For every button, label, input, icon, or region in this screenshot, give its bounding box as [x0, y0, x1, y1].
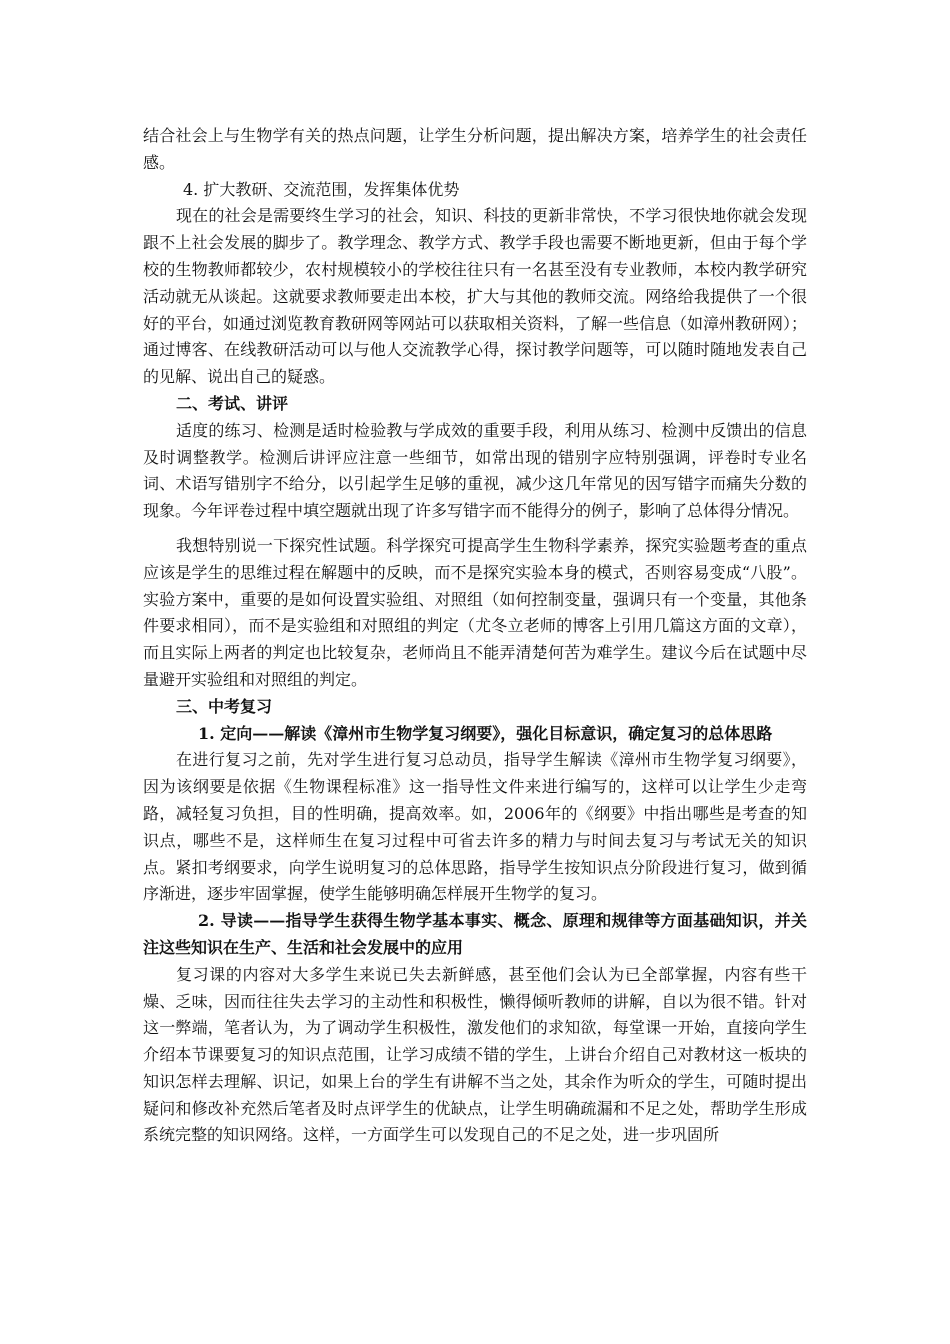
paragraph-lifelong-learning: 现在的社会是需要终生学习的社会，知识、科技的更新非常快，不学习很快地你就会发现跟不上社会发展的脚步了。教学理念、教学方式、教学手段也需要不断地更新，但由于每个学校的生物教师都较少，农村规模较小的学校往往只有一名甚至没有专业教师，本校内教学研究活动就无从谈起。这就要求教师要走出本校，扩大与其他的教师交流。网络给我提供了一个很好的平台，如通过浏览教育教研网等网站可以获取相关资料，了解一些信息（如漳州教研网）；通过博客、在线教研活动可以与他人交流教学心得，探讨教学问题等，可以随时随地发表自己的见解、说出自己的疑惑。: [143, 206, 808, 387]
heading-expand-research: 4. 扩大教研、交流范围，发挥集体优势: [183, 179, 460, 199]
heading-guided-reading: 2. 导读——指导学生获得生物学基本事实、概念、原理和规律等方面基础知识，并关注这些知识在生产、生活和社会发展中的应用: [143, 911, 807, 957]
paragraph-review-class: 复习课的内容对大多学生来说已失去新鲜感，甚至他们会认为已全部掌握，内容有些干燥、乏味，因而往往失去学习的主动性和积极性，懒得倾听教师的讲解，自以为很不错。针对这一弊端，笔者认为，为了调动学生积极性，激发他们的求知欲，每堂课一开始，直接向学生介绍本节课要复习的知识点范围，让学习成绩不错的学生，上讲台介绍自己对教材这一板块的知识怎样去理解、识记，如果上台的学生有讲解不当之处，其余作为听众的学生，可随时提出疑问和修改补充然后笔者及时点评学生的优缺点，让学生明确疏漏和不足之处，帮助学生形成系统完整的知识网络。这样，一方面学生可以发现自己的不足之处，进一步巩固所: [143, 964, 807, 1145]
heading-orientation: 1. 定向——解读《漳州市生物学复习纲要》，强化目标意识，确定复习的总体思路: [198, 723, 773, 743]
paragraph-practice-testing: 适度的练习、检测是适时检验教与学成效的重要手段，利用从练习、检测中反馈出的信息及时调整教学。检测后讲评应注意一些细节，如常出现的错别字应特别强调，评卷时专业名词、术语写错别字不给分，以引起学生足够的重视，减少这几年常见的因写错字而痛失分数的现象。今年评卷过程中填空题就出现了许多写错字而不能得分的例子，影响了总体得分情况。: [143, 420, 807, 521]
heading-exam-review: 二、考试、讲评: [176, 393, 289, 413]
paragraph-social-responsibility: 结合社会上与生物学有关的热点问题，让学生分析问题，提出解决方案，培养学生的社会责任感。: [143, 126, 807, 172]
paragraph-inquiry-questions: 我想特别说一下探究性试题。科学探究可提高学生生物科学素养，探究实验题考查的重点应该是学生的思维过程在解题中的反映，而不是探究实验本身的模式，否则容易变成“八股”。实验方案中，重要的是如何设置实验组、对照组（如何控制变量，强调只有一个变量，其他条件要求相同），而不是实验组和对照组的判定（尤冬立老师的博客上引用几篇这方面的文章），而且实际上两者的判定也比较复杂，老师尚且不能弄清楚何苦为难学生。建议今后在试题中尽量避开实验组和对照组的判定。: [143, 535, 807, 689]
document-page: [143, 123, 807, 1149]
paragraph-review-outline: 在进行复习之前，先对学生进行复习总动员，指导学生解读《漳州市生物学复习纲要》，因为该纲要是依据《生物课程标准》这一指导性文件来进行编写的，这样可以让学生少走弯路，减轻复习负担，目的性明确，提高效率。如，2006年的《纲要》中指出哪些是考查的知识点，哪些不是，这样师生在复习过程中可省去许多的精力与时间去复习与考试无关的知识点。紧扣考纲要求，向学生说明复习的总体思路，指导学生按知识点分阶段进行复习，做到循序渐进，逐步牢固掌握，使学生能够明确怎样展开生物学的复习。: [143, 750, 807, 904]
heading-final-exam-review: 三、中考复习: [176, 696, 273, 716]
